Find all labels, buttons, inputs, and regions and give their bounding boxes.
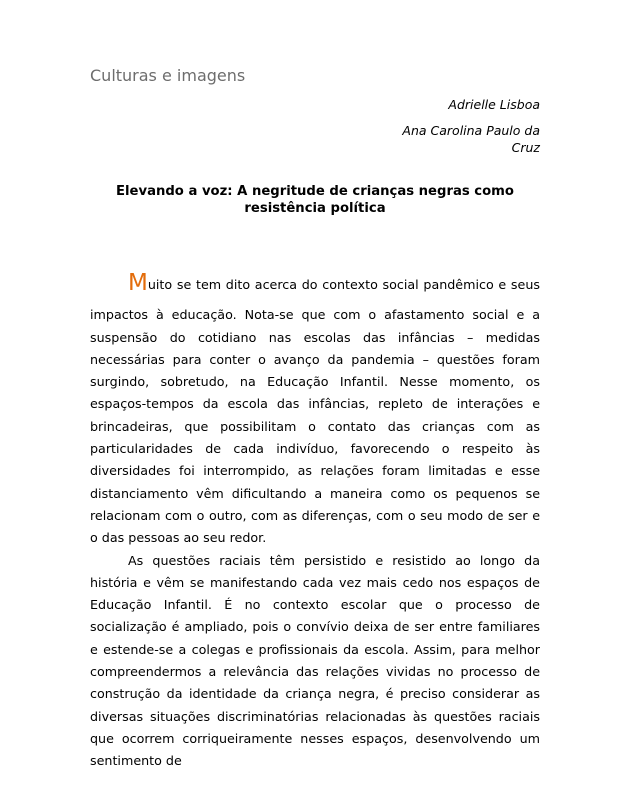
paragraph-text: impactos à educação. Nota-se que com o afastamento social e a suspensão do cotidiano nas escolas das infâncias – medidas necessárias para conter o avanço da pandemia – questões foram surgindo, sobretudo, na Educação Infantil. Nesse momento, os espaços-tempos da escola das infâncias, repleto de interações e brincadeiras, que possibilitam o contato das crianças com as particularidades de cada indivíduo, favorecendo o respeito às diversidades foi interrompido, as relações foram limitadas e esse distanciamento vêm dificultando a maneira como os pequenos se relacionam com o outro, com as diferenças, com o seu modo de ser e o das pessoas ao seu redor. (90, 307, 540, 546)
article-title: Elevando a voz: A negritude de crianças negras como resistência política (116, 184, 514, 216)
author-name-text: Ana Carolina Paulo da Cruz (402, 123, 540, 155)
author-name (340, 122, 540, 156)
section-title: Culturas e imagens (90, 66, 246, 85)
article-body (90, 272, 540, 773)
paragraph-first-line (90, 272, 540, 296)
drop-cap: M (128, 270, 148, 296)
paragraph: As questões raciais têm persistido e resistido ao longo da história e vêm se manifestando cada vez mais cedo nos espaços de Educação Infantil. É no contexto escolar que o processo de socialização é ampliado, pois o convívio deixa de ser entre familiares e estende-se a colegas e profissionais da escola. Assim, para melhor compreendermos a relevância das relações vividas no processo de construção da identidade da criança negra, é preciso considerar as diversas situações discriminatórias relacionadas às questões raciais que ocorrem corriqueiramente nesses espaços, desenvolvendo um sentimento de (90, 552, 540, 769)
paragraph (90, 272, 540, 550)
first-line-text: uito se tem dito acerca do contexto social pandêmico e seus (147, 277, 540, 292)
author-name: Adrielle Lisboa (448, 97, 540, 112)
